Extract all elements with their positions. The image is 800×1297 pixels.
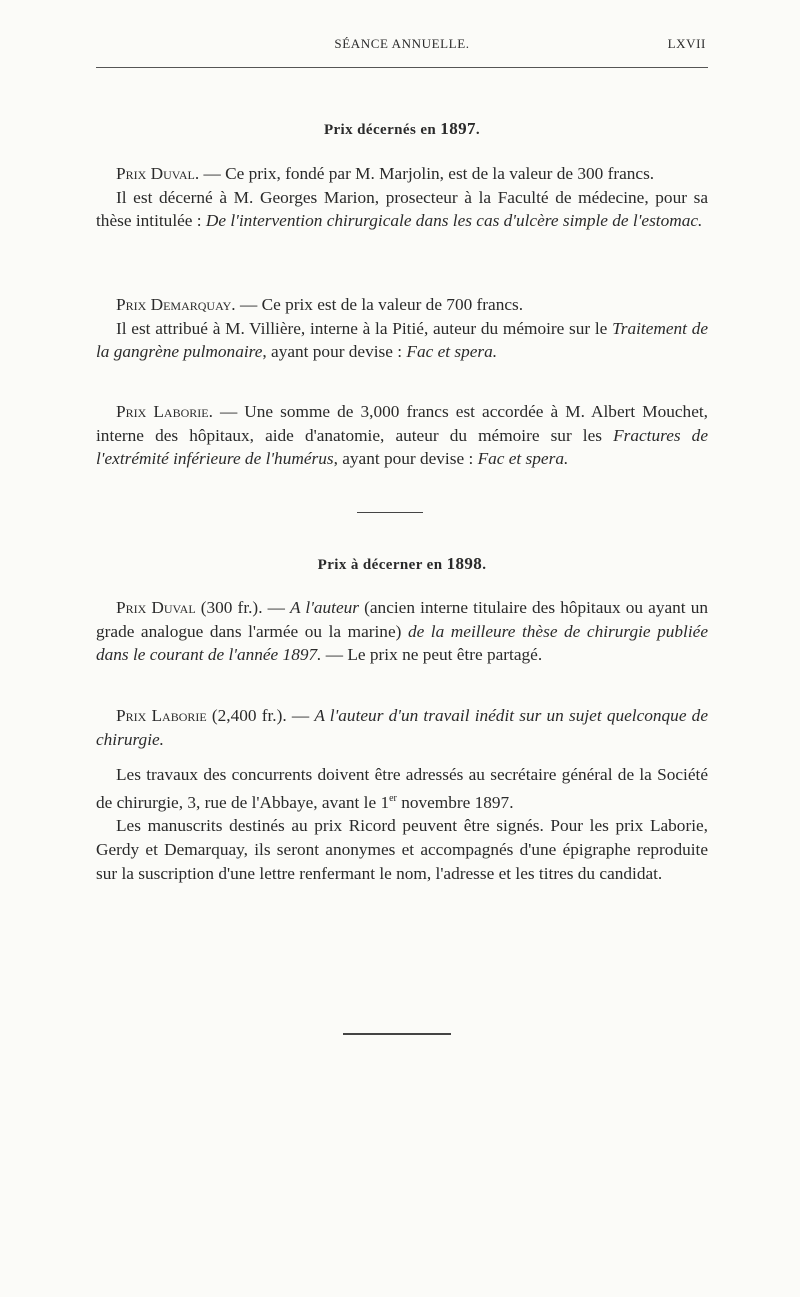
prize-subject: A l'auteur d'un travail inédit sur un sujet quelconque de chirurgie. xyxy=(96,706,708,749)
prize-text: (2,400 fr.). — xyxy=(206,706,315,725)
prize-demarquay-1897 xyxy=(96,293,708,364)
section-title-year: 1898 xyxy=(446,554,483,573)
thesis-title: De l'intervention chirurgicale dans les cas d'ulcère simple de l'estomac. xyxy=(205,211,703,231)
prize-duval-award xyxy=(96,186,708,233)
prize-text: — Ce prix, fondé par M. Marjolin, est de la valeur de 300 francs. xyxy=(199,164,655,183)
prize-name: Prix Duval xyxy=(116,598,196,617)
section-title-1897 xyxy=(96,119,708,139)
prize-laborie-para xyxy=(96,400,708,471)
section-separator xyxy=(357,512,423,513)
prize-duval-1897 xyxy=(96,162,708,233)
memoir-title: Traitement de la gangrène pulmonaire xyxy=(96,318,708,362)
header-rule xyxy=(96,67,708,68)
instructions-text: novembre 1897. xyxy=(396,792,514,812)
section-title-year: 1897 xyxy=(440,119,476,138)
prize-laborie-1898 xyxy=(96,704,708,751)
prize-text: (ancien interne titulaire des hôpitaux ou ayant un grade analogue dans l'armée ou la marine) xyxy=(96,598,708,641)
instructions-para-2 xyxy=(96,814,708,885)
motto: Fac et spera. xyxy=(477,449,569,469)
section-title-text: Prix décernés en xyxy=(323,122,441,138)
instructions-text: Les manuscrits destinés au prix Ricord peuvent être signés. Pour les prix Laborie, Gerdy et Demarquay, ils seront anonymes et accompagnés d'une épigraphe reproduite sur la suscription d'une lettre renfermant le nom, l'adresse et les titres du candidat. xyxy=(96,816,708,883)
prize-name: Prix Duval. xyxy=(116,164,200,183)
instructions-para-1 xyxy=(96,763,708,814)
section-title-text: Prix à décerner en xyxy=(317,557,447,573)
running-title: SÉANCE ANNUELLE. xyxy=(334,36,470,51)
closing-rule xyxy=(343,1033,451,1035)
instructions-text: Les travaux des concurrents doivent être adressés au secrétaire général de la Société de chirurgie, 3, rue de l'Abbaye, avant le 1 xyxy=(96,765,708,812)
prize-duval-para xyxy=(96,162,708,186)
prize-demarquay-award xyxy=(96,317,708,364)
prize-name: Prix Laborie xyxy=(116,706,207,725)
to-author: A l'auteur xyxy=(290,598,360,617)
section-title-punct: . xyxy=(482,557,487,573)
prize-duval-1898 xyxy=(96,596,708,667)
prize-name: Prix Demarquay. xyxy=(116,295,236,314)
prize-subject: de la meilleure thèse de chirurgie publiée dans le courant de l'année 1897. xyxy=(96,621,709,665)
award-text: , ayant pour devise : xyxy=(262,342,407,362)
section-title-punct: . xyxy=(475,122,481,138)
section-title-1898 xyxy=(96,554,708,574)
prize-text: (300 fr.). — xyxy=(195,598,291,617)
award-text: Il est décerné à M. Georges Marion, prosecteur à la Faculté de médecine, pour sa thèse intitulée : xyxy=(96,187,708,231)
motto: Fac et spera. xyxy=(406,342,498,362)
prize-demarquay-para xyxy=(96,293,708,317)
prize-name: Prix Laborie. xyxy=(116,402,213,421)
prize-duval-1898-para xyxy=(96,596,708,667)
prize-text: — Le prix ne peut être partagé. xyxy=(321,645,543,665)
prize-laborie-1898-para xyxy=(96,704,708,751)
award-text: Il est attribué à M. Villière, interne à la Pitié, auteur du mémoire sur le xyxy=(116,318,613,338)
memoir-title: Fractures de l'extrémité inférieure de l'humérus xyxy=(96,425,708,469)
prize-text: — Ce prix est de la valeur de 700 francs. xyxy=(235,295,524,314)
instructions xyxy=(96,763,708,885)
page-number: LXVII xyxy=(667,36,706,51)
ordinal-sup: er xyxy=(389,792,397,804)
running-head xyxy=(96,36,708,56)
prize-laborie-1897 xyxy=(96,400,708,471)
prize-text: — Une somme de 3,000 francs est accordée à M. Albert Mouchet, interne des hôpitaux, aide d'anatomie, auteur du mémoire sur les xyxy=(96,402,708,445)
award-text: , ayant pour devise : xyxy=(333,449,478,469)
